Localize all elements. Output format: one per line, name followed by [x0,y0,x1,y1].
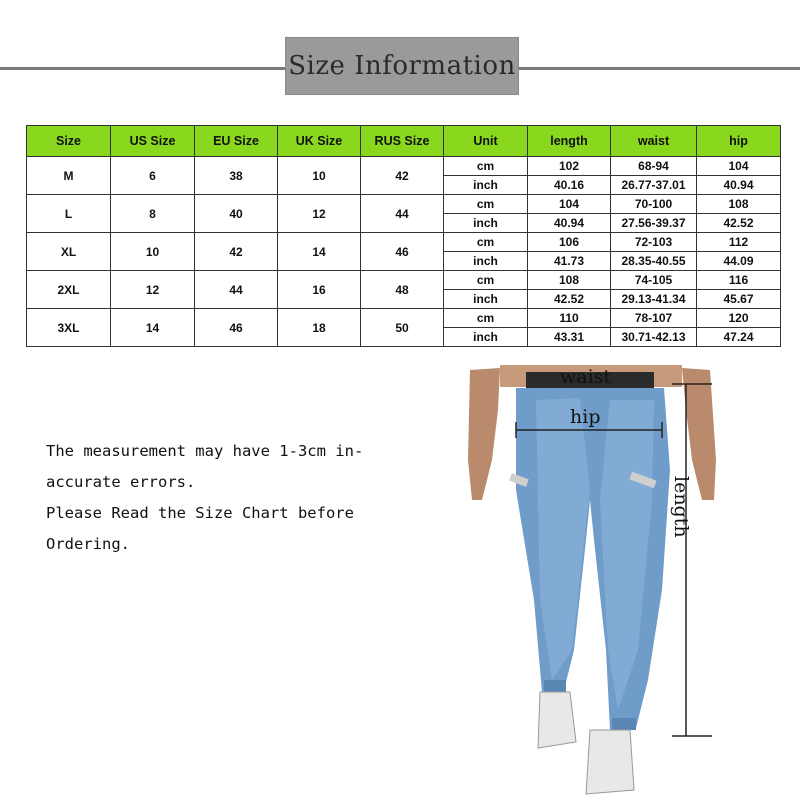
cell-size: M [27,157,111,195]
cell-us: 10 [111,233,195,271]
header-us-size: US Size [111,126,195,157]
header-rus-size: RUS Size [361,126,444,157]
cell-waist: 68-94 [611,157,697,176]
size-chart-table [26,125,781,347]
cell-hip: 40.94 [697,176,781,195]
length-label: length [670,476,692,538]
cell-length: 110 [528,309,611,328]
cell-uk: 12 [278,195,361,233]
cell-us: 8 [111,195,195,233]
cell-waist: 27.56-39.37 [611,214,697,233]
cell-uk: 16 [278,271,361,309]
cell-unit: cm [444,195,528,214]
table-row [27,233,781,252]
cell-rus: 46 [361,233,444,271]
cell-length: 108 [528,271,611,290]
jeans-illustration [440,350,800,800]
cell-waist: 28.35-40.55 [611,252,697,271]
cell-length: 104 [528,195,611,214]
hip-label: hip [570,406,601,428]
header-waist: waist [611,126,697,157]
cell-eu: 46 [195,309,278,347]
cell-hip: 112 [697,233,781,252]
cell-hip: 42.52 [697,214,781,233]
cell-size: L [27,195,111,233]
cell-hip: 45.67 [697,290,781,309]
cell-length: 40.16 [528,176,611,195]
cell-unit: inch [444,328,528,347]
cell-unit: inch [444,176,528,195]
cell-us: 12 [111,271,195,309]
cell-eu: 44 [195,271,278,309]
cell-hip: 104 [697,157,781,176]
header-hip: hip [697,126,781,157]
cell-length: 106 [528,233,611,252]
cell-us: 14 [111,309,195,347]
cell-rus: 42 [361,157,444,195]
cell-waist: 72-103 [611,233,697,252]
cell-hip: 120 [697,309,781,328]
cell-uk: 18 [278,309,361,347]
table-header-row [27,126,781,157]
cell-size: XL [27,233,111,271]
cell-waist: 29.13-41.34 [611,290,697,309]
cell-rus: 48 [361,271,444,309]
cell-length: 42.52 [528,290,611,309]
cell-size: 3XL [27,309,111,347]
cell-unit: inch [444,290,528,309]
cell-eu: 42 [195,233,278,271]
cell-size: 2XL [27,271,111,309]
cell-waist: 78-107 [611,309,697,328]
cell-hip: 116 [697,271,781,290]
note-line: The measurement may have 1-3cm in- [46,442,364,460]
cell-length: 102 [528,157,611,176]
cell-uk: 14 [278,233,361,271]
cell-unit: cm [444,271,528,290]
cell-waist: 30.71-42.13 [611,328,697,347]
cell-hip: 44.09 [697,252,781,271]
cell-eu: 40 [195,195,278,233]
cell-length: 43.31 [528,328,611,347]
cell-unit: cm [444,309,528,328]
cell-uk: 10 [278,157,361,195]
cell-eu: 38 [195,157,278,195]
waist-label: waist [560,366,612,388]
cell-length: 41.73 [528,252,611,271]
cell-unit: cm [444,157,528,176]
cell-hip: 108 [697,195,781,214]
header-unit: Unit [444,126,528,157]
table-row [27,309,781,328]
cell-rus: 44 [361,195,444,233]
cell-unit: inch [444,214,528,233]
cell-rus: 50 [361,309,444,347]
note-line: accurate errors. [46,473,196,491]
header-uk-size: UK Size [278,126,361,157]
table-row [27,157,781,176]
cell-unit: inch [444,252,528,271]
title-box [286,38,518,94]
note-line: Ordering. [46,535,130,553]
header-eu-size: EU Size [195,126,278,157]
cell-waist: 70-100 [611,195,697,214]
header-length: length [528,126,611,157]
measurement-note [46,436,386,560]
table-row [27,195,781,214]
cell-unit: cm [444,233,528,252]
cell-us: 6 [111,157,195,195]
page-title: Size Information [288,51,516,81]
cell-waist: 74-105 [611,271,697,290]
table-row [27,271,781,290]
note-line: Please Read the Size Chart before [46,504,354,522]
jeans-figure [440,350,800,800]
cell-length: 40.94 [528,214,611,233]
cell-hip: 47.24 [697,328,781,347]
header-size: Size [27,126,111,157]
cell-waist: 26.77-37.01 [611,176,697,195]
